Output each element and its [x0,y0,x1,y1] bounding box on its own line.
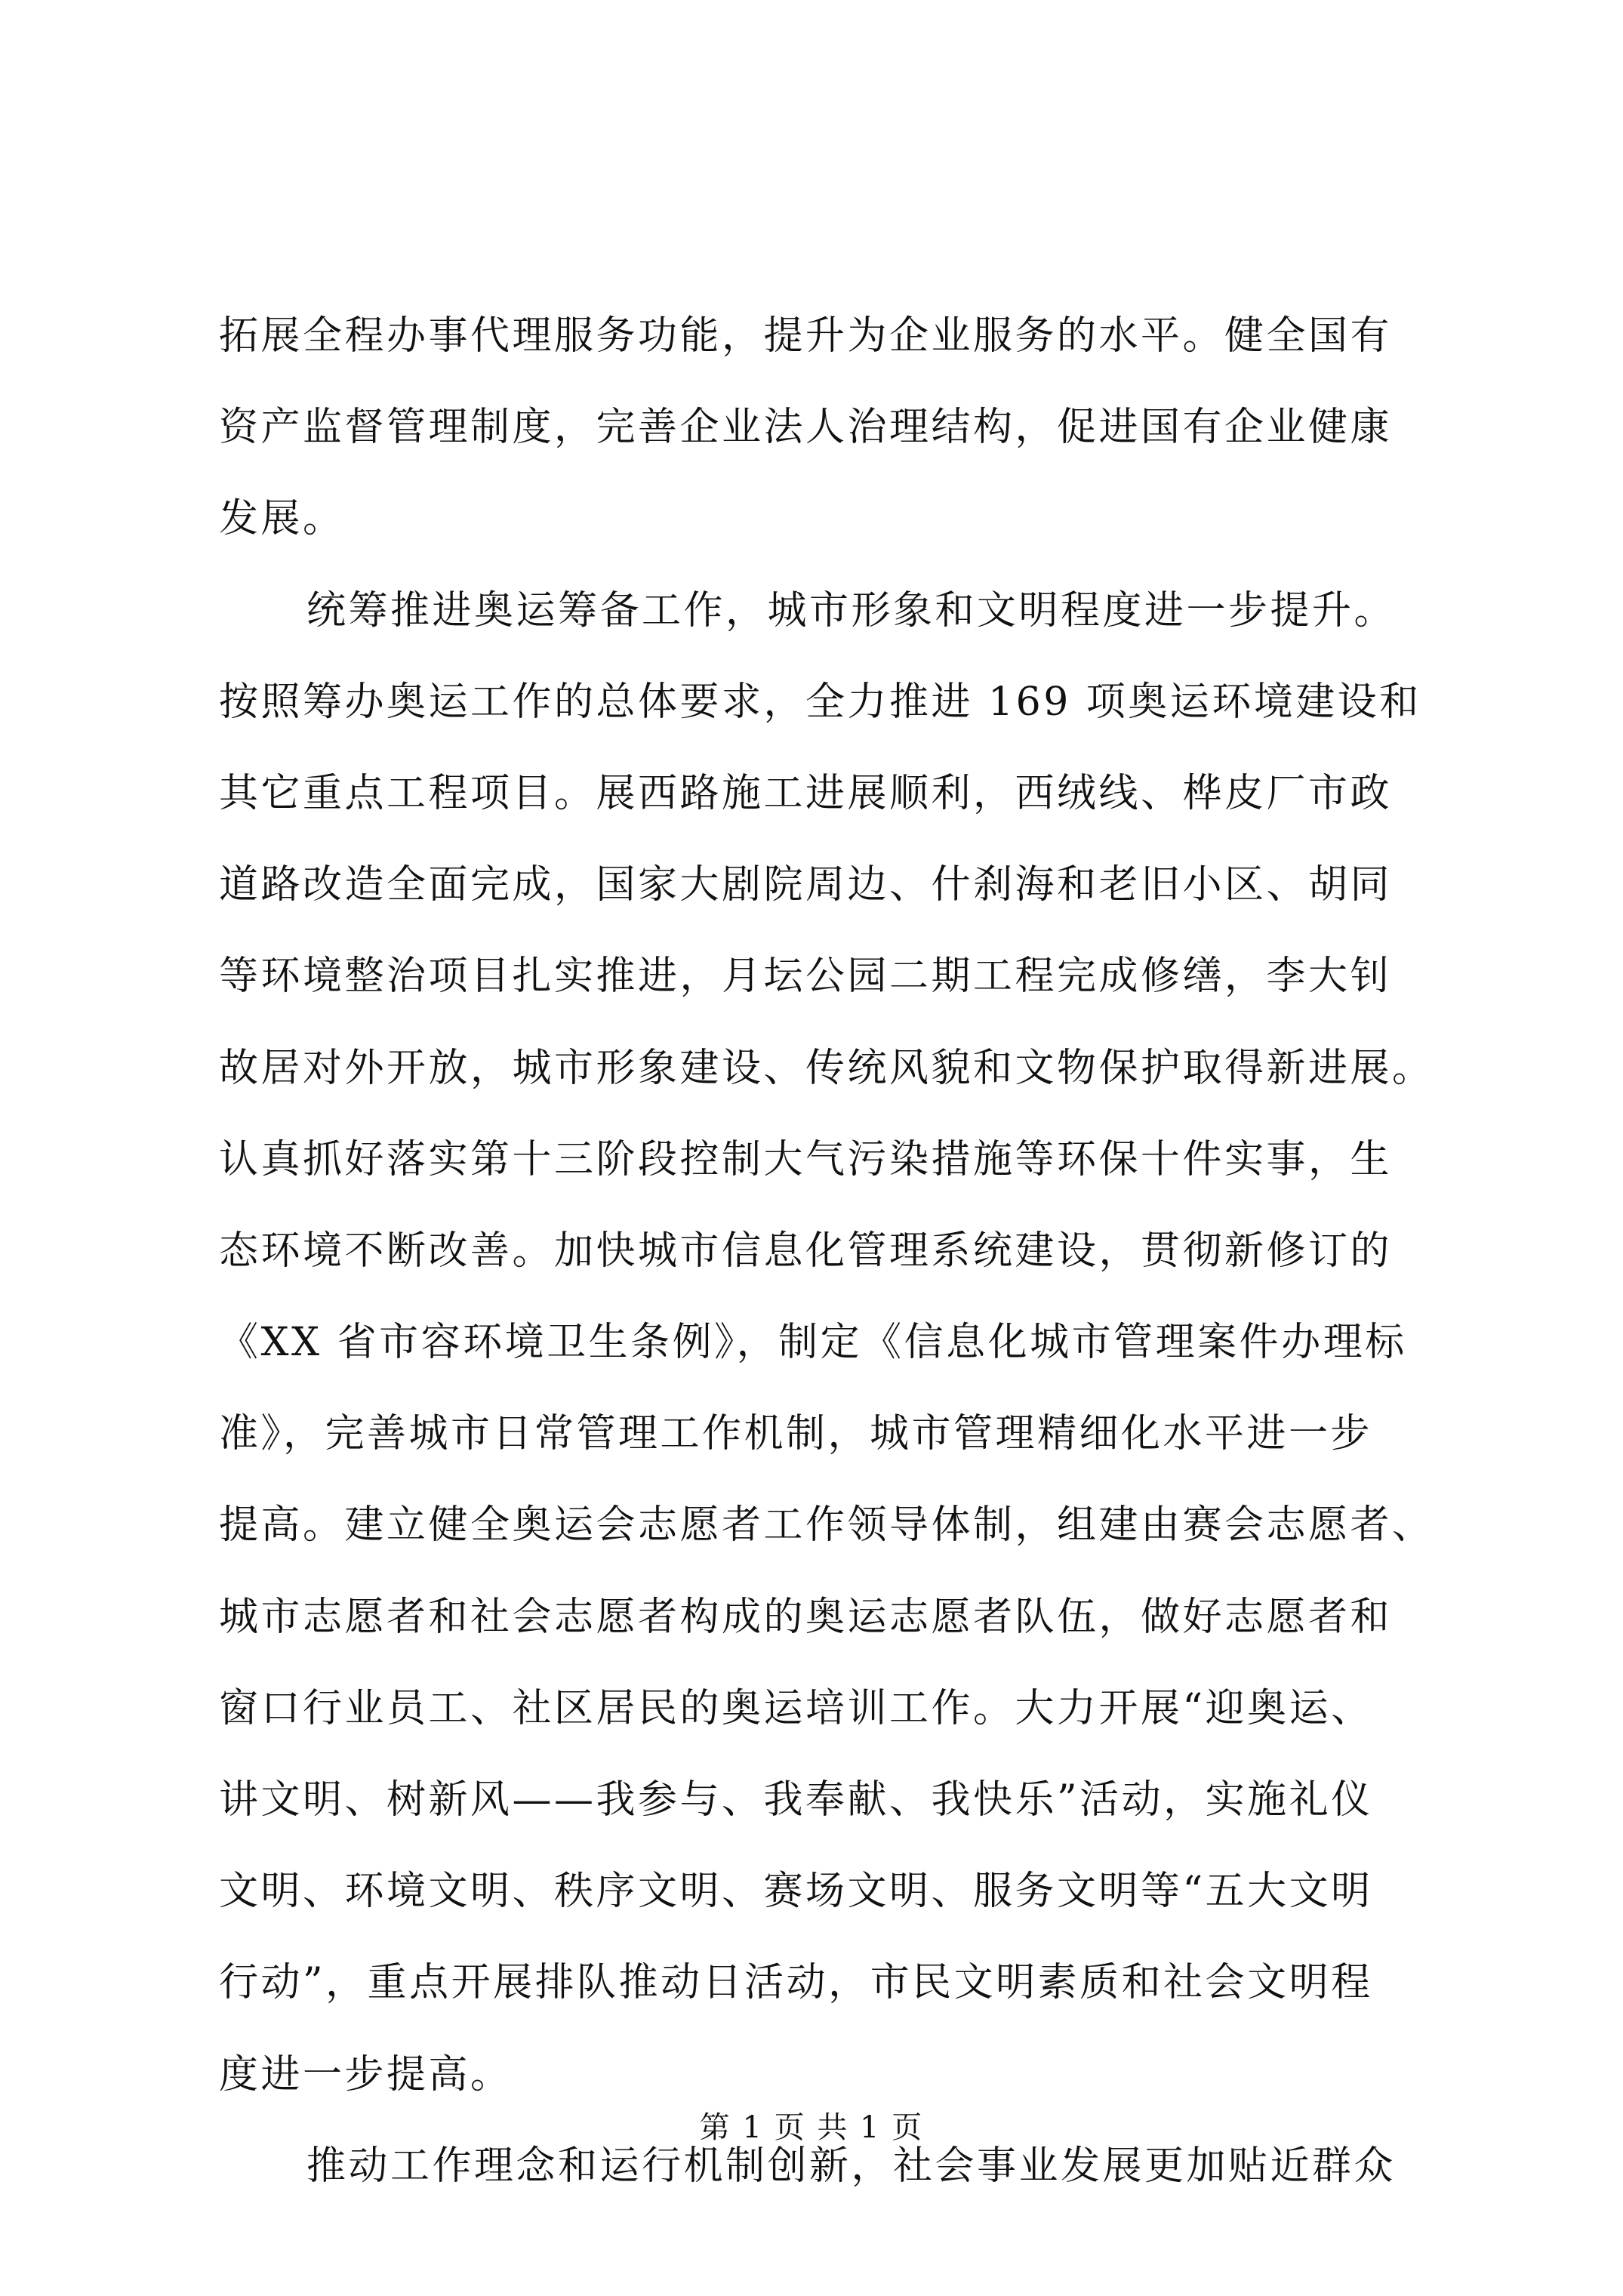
text-line: 态环境不断改善。加快城市信息化管理系统建设，贯彻新修订的 [219,1228,1393,1274]
text-line: 行动”，重点开展排队推动日活动，市民文明素质和社会文明程 [219,1960,1373,2006]
text-line: 讲文明、树新风——我参与、我奉献、我快乐”活动，实施礼仪 [219,1777,1373,1823]
text-line: 资产监督管理制度，完善企业法人治理结构，促进国有企业健康 [219,405,1393,451]
text-line: 道路改造全面完成，国家大剧院周边、什刹海和老旧小区、胡同 [219,862,1393,908]
text-line: 按照筹办奥运工作的总体要求，全力推进 169 项奥运环境建设和 [219,679,1421,725]
paragraph-first-line: 推动工作理念和运行机制创新，社会事业发展更加贴近群众 [306,2143,1397,2189]
text-line: 度进一步提高。 [219,2051,513,2097]
text-line: 等环境整治项目扎实推进，月坛公园二期工程完成修缮，李大钊 [219,954,1393,1000]
text-line: 其它重点工程项目。展西路施工进展顺利，西绒线、桦皮厂市政 [219,770,1393,816]
text-line: 拓展全程办事代理服务功能，提升为企业服务的水平。健全国有 [219,313,1393,359]
page-footer [0,2103,1623,2147]
text-line: 准》，完善城市日常管理工作机制，城市管理精细化水平进一步 [219,1411,1373,1457]
text-line: 提高。建立健全奥运会志愿者工作领导体制，组建由赛会志愿者、 [219,1502,1434,1549]
paragraph-first-line: 统筹推进奥运筹备工作，城市形象和文明程度进一步提升。 [306,587,1397,633]
text-line: 发展。 [219,496,345,542]
text-line: 《XX 省市容环境卫生条例》，制定《信息化城市管理案件办理标 [219,1320,1407,1366]
page-number-label: 第 1 页 共 1 页 [699,2110,924,2145]
text-line: 故居对外开放，城市形象建设、传统风貌和文物保护取得新进展。 [219,1045,1434,1091]
text-line: 城市志愿者和社会志愿者构成的奥运志愿者队伍，做好志愿者和 [219,1594,1393,1640]
body-text [219,291,1434,2212]
text-line: 窗口行业员工、社区居民的奥运培训工作。大力开展“迎奥运、 [219,1685,1373,1731]
text-line: 认真抓好落实第十三阶段控制大气污染措施等环保十件实事，生 [219,1136,1393,1182]
text-line: 文明、环境文明、秩序文明、赛场文明、服务文明等“五大文明 [219,1869,1373,1915]
